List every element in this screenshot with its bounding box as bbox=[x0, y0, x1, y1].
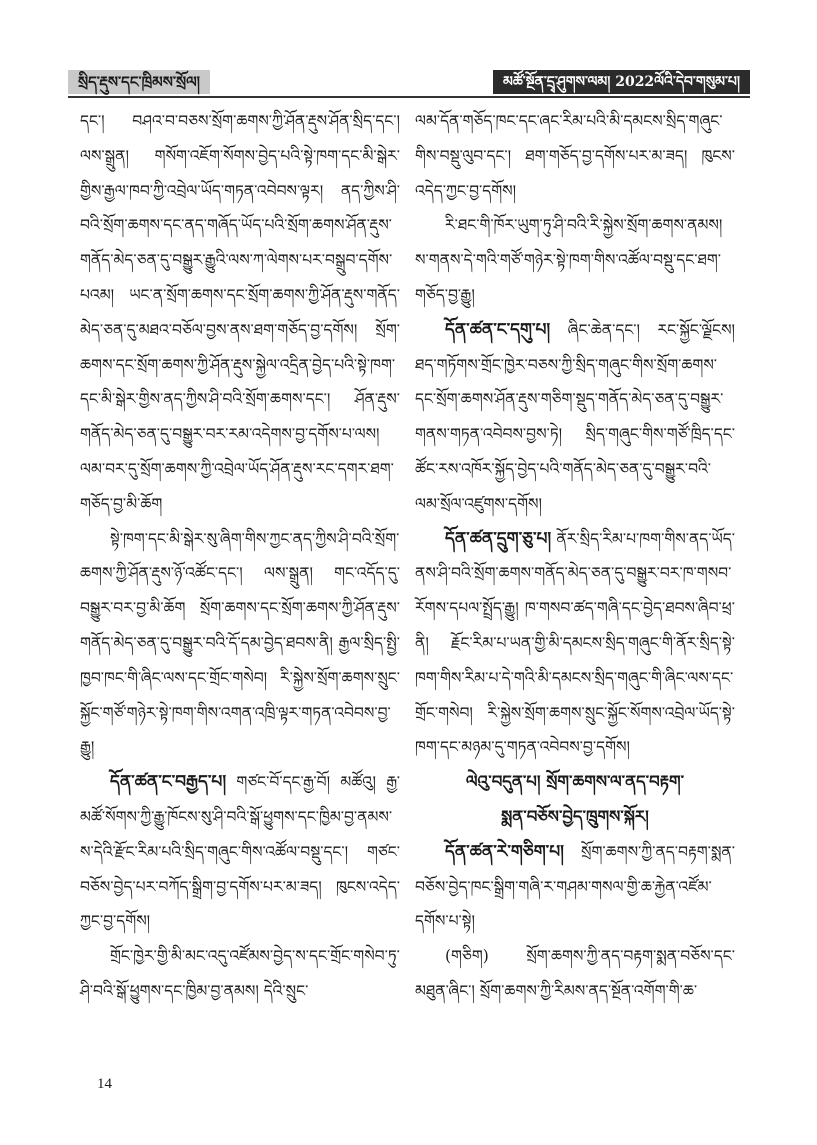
article-text: ཞིང་ཆེན་དང་། རང་སྐྱོང་ལྗོངས། ཐད་གཏོགས་གྲོང་ཁྱེར་བཅས་ཀྱི་སྲིད་གཞུང་གིས་སྲོག་ཆགས་དང་སྲོག་ཆགས་ཤོན་རྡུས་གཅིག་སྡུད་གནོད་མེད་ཅན་དུ་བསྒྱུར་གནས་གཏན་འབེབས་བྱས་ཏེ། སྲིད་གཞུང་གིས་གཙོ་ཁྲིད་དང་ཚོང་རས་འཁོར་སྐྱོད་བྱེད་པའི་གནོད་མེད་ཅན་དུ་བསྒྱུར་བའི་ལམ་སྲོལ་འཛུགས་དགོས། bbox=[415, 320, 735, 513]
paragraph: (གཅིག) སྲོག་ཆགས་ཀྱི་ནད་བརྟག་སྨན་བཅོས་དང་མཐུན་ཞིང་། སྲོག་ཆགས་ཀྱི་རིམས་ནད་སྔོན་འགོག་གི་ཆ་ bbox=[415, 947, 735, 1000]
article-number: དོན་ཚན་ང་བརྒྱད་པ། bbox=[110, 772, 227, 793]
paragraph: དང་། བཤའ་བ་བཅས་སྲོག་ཆགས་ཀྱི་ཤོན་རྡུས་ཤོན་སྲིད་དང་། ལས་སྒྲུན། གསོག་འཇོག་སོགས་བྱེད་པའི་སྟེ་ཁག་དང་མི་སྒེར་གྱིས་རྒྱལ་ཁབ་ཀྱི་འབྲེལ་ཡོད་གཏན་འབེབས་ལྟར། ནད་ཀྱིས་ཤི་བའི་སྲོག་ཆགས་དང་ནད་གཞོད་ཡོད་པའི་སྲོག་ཆགས་ཤོན་རྡུས་གནོད་མེད་ཅན་དུ་བསྒྱུར་རྒྱུའི་ལས་ཀ་ལེགས་པར་བསྒྲུབ་དགོས་པའམ། ཡང་ན་སྲོག་ཆགས་དང་སྲོག་ཆགས་ཀྱི་ཤོན་རྡུས་གནོད་མེད་ཅན་དུ་མཐའ་བཅོལ་བྱས་ནས་ཐག་གཅོད་བྱ་དགོས། སྲོག་ཆགས་དང་སྲོག་ཆགས་ཀྱི་ཤོན་རྡུས་སྐྱེལ་འདྲིན་བྱེད་པའི་སྟེ་ཁག་དང་མི་སྒེར་གྱིས་ནད་ཀྱིས་ཤི་བའི་སྲོག་ཆགས་དང་། ཤོན་རྡུས་གནོད་མེད་ཅན་དུ་བསྒྱུར་བར་རམ་འདེགས་བྱ་དགོས་པ་ལས། ལམ་བར་དུ་སྲོག་ཆགས་ཀྱི་འབྲེལ་ཡོད་ཤོན་རྡུས་རང་དགར་ཐག་གཅོད་བྱ་མི་ཆོག bbox=[80, 112, 400, 513]
article-text: ནོར་སྲིད་རིམ་པ་ཁག་གིས་ནད་ཡོད་ནས་ཤི་བའི་སྲོག་ཆགས་གནོད་མེད་ཅན་དུ་བསྒྱུར་བར་ཁ་གསབ་རོགས་དཔལ་སྤྲོད་རྒྱུ། ཁ་གསབ་ཚད་གཞི་དང་བྱེད་ཐབས་ཞིབ་ཕྲ་ནི། རྗོང་རིམ་པ་ཡན་གྱི་མི་དམངས་སྲིད་གཞུང་གི་ནོར་སྲིད་སྟེ་ཁག་གིས་རིམ་པ་དེ་གའི་མི་དམངས་སྲིད་གཞུང་གི་ཞིང་ལས་དང་གྲོང་གསེབ། རི་སྐྱེས་སྲོག་ཆགས་སྲུང་སྐྱོང་སོགས་འབྲེལ་ཡོད་སྟེ་ཁག་དང་མཉམ་དུ་གཏན་འབེབས་བྱ་དགོས། bbox=[415, 529, 735, 757]
article-text: སྲོག་ཆགས་ཀྱི་ནད་བརྟག་སྨན་བཅོས་བྱེད་ཁང་སྒྲིག་གཞི་ར་གཤམ་གསལ་གྱི་ཆ་རྐྱེན་འཛོམ་དགོས་པ་སྟེ། bbox=[415, 842, 735, 931]
chapter-title-line-1: ལེའུ་བདུན་པ། སྲོག་ཆགས་ལ་ནད་བརྟག་ bbox=[465, 772, 685, 792]
chapter-title-line-2: སྨན་བཅོས་བྱེད་ཁྲུགས་སྐོར། bbox=[501, 806, 649, 826]
paragraph: སྟེ་ཁག་དང་མི་སྒེར་སུ་ཞིག་གིས་ཀྱང་ནད་ཀྱིས་ཤི་བའི་སྲོག་ཆགས་ཀྱི་ཤོན་རྡུས་ཉོ་འཚོང་དང་། ལས་སྒྲུན། གང་འདོད་དུ་བསྒྱུར་བར་བྱ་མི་ཆོག སྲོག་ཆགས་དང་སྲོག་ཆགས་ཀྱི་ཤོན་རྡུས་གནོད་མེད་ཅན་དུ་བསྒྱུར་བའི་དོ་དམ་བྱེད་ཐབས་ནི། རྒྱལ་སྲིད་སྤྱི་ཁྱབ་ཁང་གི་ཞིང་ལས་དང་གྲོང་གསེབ། རི་སྐྱེས་སྲོག་ཆགས་སྲུང་སྐྱོང་གཙོ་གཉེར་སྟེ་ཁག་གིས་འགན་འཁྲི་ལྟར་གཏན་འབེབས་བྱ་རྒྱུ། bbox=[80, 529, 400, 757]
paragraph: རི་ཐང་གི་ཁོར་ཡུག་ཏུ་ཤི་བའི་རི་སྐྱེས་སྲོག་ཆགས་ནམས། ས་གནས་དེ་གའི་གཙོ་གཉེར་སྟེ་ཁག་གིས་འཚོལ་བསྡུ་དང་ཐག་གཅོད་བྱ་རྒྱུ། bbox=[415, 216, 723, 304]
article-number: དོན་ཚན་ང་དགུ་པ། bbox=[445, 319, 551, 340]
article-paragraph bbox=[80, 765, 400, 939]
article-text: གཙང་བོ་དང་རྒྱ་བོ། མཚོའུ། རྒྱ་མཚོ་སོགས་ཀྱི་རྒྱུ་ཁོངས་སུ་ཤི་བའི་སྒོ་ཕྱུགས་དང་ཁྱིམ་བྱ་ནམས་ས་དེའི་རྫོང་རིམ་པའི་སྲིད་གཞུང་གིས་འཚོལ་བསྡུ་དང་། གཙང་བཅོས་བྱེད་པར་བཀོད་སྒྲིག་བྱ་དགོས་པར་མ་ཟད། ཁུངས་འདེད་ཀྱང་བྱ་དགོས། bbox=[80, 773, 400, 931]
paragraph: ལམ་དོན་གཅོད་ཁང་དང་ཞང་རིམ་པའི་མི་དམངས་སྲིད་གཞུང་གིས་བསྡུ་ལུབ་དང་། ཐག་གཅོད་བྱ་དགོས་པར་མ་ཟད། ཁུངས་འདེད་ཀྱང་བྱ་དགོས། bbox=[415, 112, 735, 200]
running-header bbox=[68, 70, 750, 94]
page-number: 14 bbox=[97, 1076, 112, 1092]
article-number: དོན་ཚན་རེ་གཅིག་པ། bbox=[445, 841, 564, 862]
header-journal-title: མཚོ་སྔོན་དྲྭ་ཤུགས་ལམ། 2022ལོའི་དེབ་གསུམ་པ། bbox=[493, 70, 750, 94]
article-paragraph bbox=[415, 313, 735, 522]
right-column bbox=[415, 104, 735, 1009]
article-number: དོན་ཚན་དྲུག་ཅུ་པ། bbox=[445, 528, 552, 549]
paragraph: གྲོང་ཁྱེར་གྱི་མི་མང་འདུ་འཛོམས་བྱེད་ས་དང་གྲོང་གསེབ་ཏུ་ཤི་བའི་སྒོ་ཕྱུགས་དང་ཁྱིམ་བྱ་ནམས། དེའི་སྲུང་ bbox=[80, 947, 400, 1000]
article-paragraph bbox=[415, 522, 735, 766]
left-column bbox=[80, 104, 400, 1009]
header-divider bbox=[68, 96, 750, 98]
header-section-title: སྲིད་རྡུས་དང་ཁྲིམས་སྲོལ། bbox=[68, 70, 210, 94]
article-paragraph bbox=[415, 835, 735, 939]
